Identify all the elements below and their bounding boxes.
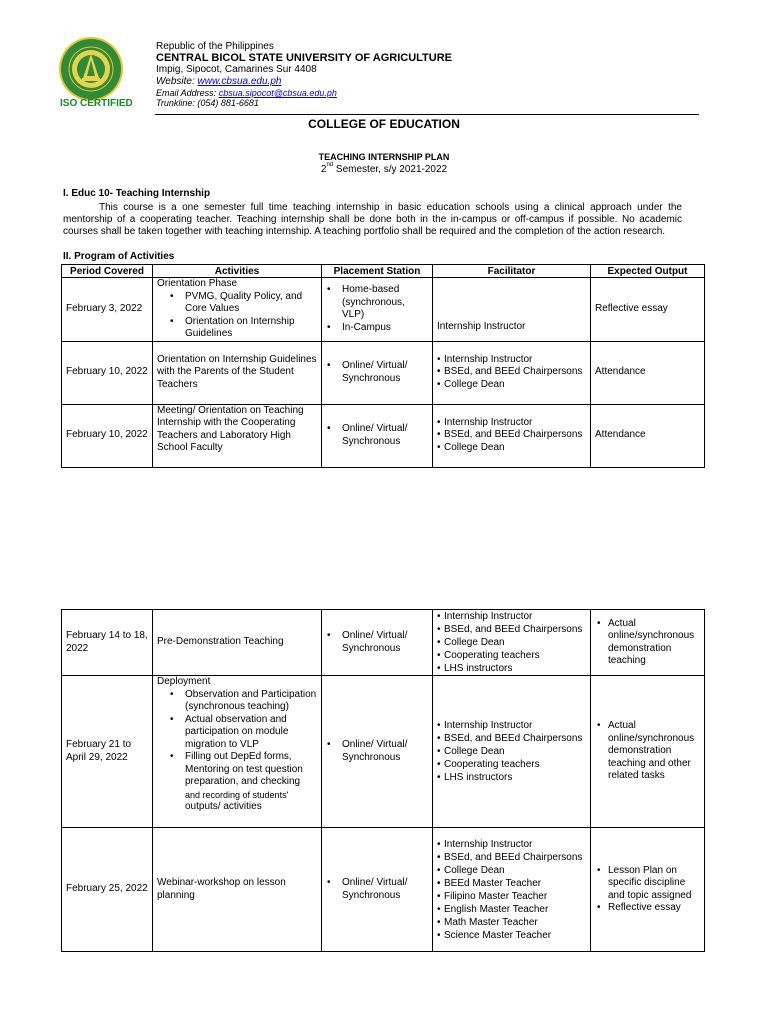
output-cell: Attendance bbox=[591, 341, 705, 404]
list-item: • Reflective essay bbox=[595, 902, 700, 915]
website-label: Website: bbox=[156, 76, 195, 87]
table-row bbox=[62, 404, 705, 467]
list-item: • Internship Instructor bbox=[437, 610, 586, 623]
semester-suffix: nd bbox=[326, 162, 334, 168]
facilitator-cell bbox=[433, 676, 591, 828]
semester-number: 2 bbox=[320, 164, 327, 175]
placement-cell bbox=[322, 404, 433, 467]
section-1-heading: I. Educ 10- Teaching Internship bbox=[63, 188, 211, 199]
list-item: • Lesson Plan on specific discipline and topic assigned bbox=[595, 865, 700, 903]
list-item: • Internship Instructor bbox=[437, 838, 586, 851]
period-cell: February 10, 2022 bbox=[62, 341, 153, 404]
table-row bbox=[62, 676, 705, 828]
table-row bbox=[62, 278, 705, 342]
republic-line: Republic of the Philippines bbox=[156, 41, 274, 52]
list-item: • College Dean bbox=[437, 379, 586, 392]
list-item: • Actual online/synchronous demonstration teaching and other related tasks bbox=[595, 720, 700, 783]
column-header: Period Covered bbox=[62, 265, 153, 278]
list-item: • BSEd, and BEEd Chairpersons bbox=[437, 623, 586, 636]
placement-cell bbox=[322, 676, 433, 828]
period-cell: February 14 to 18, 2022 bbox=[62, 610, 153, 676]
activity-cell: Pre-Demonstration Teaching bbox=[153, 610, 322, 676]
activity-cell: Orientation on Internship Guidelines with the Parents of the Student Teachers bbox=[153, 341, 322, 404]
list-item: • Observation and Participation (synchronous teaching) bbox=[167, 689, 317, 714]
list-item: • PVMG, Quality Policy, and Core Values bbox=[167, 291, 317, 316]
output-cell: Attendance bbox=[591, 404, 705, 467]
activity-cell: Webinar-workshop on lesson planning bbox=[153, 828, 322, 952]
list-item: • College Dean bbox=[437, 636, 586, 649]
list-item: • BSEd, and BEEd Chairpersons bbox=[437, 366, 586, 379]
activity-continuation-small: and recording of students' bbox=[185, 789, 289, 800]
list-item: • College Dean bbox=[437, 745, 586, 758]
activity-continuation-text: outputs/ activities bbox=[185, 801, 262, 812]
activity-continuation bbox=[157, 789, 317, 814]
output-cell bbox=[591, 828, 705, 952]
list-item: • College Dean bbox=[437, 442, 586, 455]
list-item: • College Dean bbox=[437, 864, 586, 877]
list-item: • Actual online/synchronous demonstration teaching bbox=[595, 618, 700, 668]
column-header: Expected Output bbox=[591, 265, 705, 278]
email-link[interactable]: cbsua.sipocot@cbsua.edu.ph bbox=[218, 88, 337, 98]
header-divider bbox=[155, 114, 699, 115]
section-2-heading: II. Program of Activities bbox=[63, 251, 175, 262]
list-item: • English Master Teacher bbox=[437, 903, 586, 916]
facilitator-cell bbox=[433, 828, 591, 952]
list-item: • Math Master Teacher bbox=[437, 916, 586, 929]
list-item: • Filling out DepEd forms, Mentoring on test question preparation, and checking bbox=[167, 751, 317, 789]
list-item: • Internship Instructor bbox=[437, 719, 586, 732]
list-item: • Internship Instructor bbox=[437, 417, 586, 430]
activity-cell bbox=[153, 676, 322, 828]
output-cell: Reflective essay bbox=[591, 278, 705, 342]
list-item: • Filipino Master Teacher bbox=[437, 890, 586, 903]
university-name: CENTRAL BICOL STATE UNIVERSITY OF AGRICULTURE bbox=[156, 52, 452, 64]
column-header: Facilitator bbox=[433, 265, 591, 278]
activities-table-part-1 bbox=[61, 264, 705, 468]
list-item: • In-Campus bbox=[326, 322, 428, 335]
list-item: • Cooperating teachers bbox=[437, 758, 586, 771]
list-item: • BSEd, and BEEd Chairpersons bbox=[437, 851, 586, 864]
course-description-text: This course is a one semester full time teaching internship in basic education schools using a clinical approach under the mentorship of a cooperating teacher. Teaching internship shall be done both in the in-campus or off-campus if possible. No academic courses shall be taken together with teaching internship. A teaching portfolio shall be required and the completion of the action research. bbox=[63, 202, 682, 237]
table-row bbox=[62, 610, 705, 676]
table-row bbox=[62, 828, 705, 952]
period-cell: February 10, 2022 bbox=[62, 404, 153, 467]
placement-cell bbox=[322, 610, 433, 676]
list-item: • Online/ Virtual/ Synchronous bbox=[326, 360, 428, 385]
period-cell: February 3, 2022 bbox=[62, 278, 153, 342]
trunkline: Trunkline: (054) 881-6681 bbox=[156, 98, 259, 108]
list-item: • Online/ Virtual/ Synchronous bbox=[326, 630, 428, 655]
list-item: • Online/ Virtual/ Synchronous bbox=[326, 877, 428, 902]
list-item: • LHS instructors bbox=[437, 771, 586, 784]
list-item: • BSEd, and BEEd Chairpersons bbox=[437, 732, 586, 745]
activity-cell: Meeting/ Orientation on Teaching Internship with the Cooperating Teachers and Laboratory High School Faculty bbox=[153, 404, 322, 467]
university-seal-icon bbox=[58, 36, 124, 102]
college-title: COLLEGE OF EDUCATION bbox=[308, 117, 460, 131]
placement-cell bbox=[322, 278, 433, 342]
list-item: • Online/ Virtual/ Synchronous bbox=[326, 739, 428, 764]
facilitator-cell bbox=[433, 610, 591, 676]
period-cell: February 25, 2022 bbox=[62, 828, 153, 952]
placement-cell bbox=[322, 341, 433, 404]
email-label: Email Address: bbox=[156, 88, 217, 98]
semester-text: Semester, s/y 2021-2022 bbox=[333, 164, 448, 175]
period-cell: February 21 to April 29, 2022 bbox=[62, 676, 153, 828]
list-item: • Cooperating teachers bbox=[437, 649, 586, 662]
list-item: • BSEd, and BEEd Chairpersons bbox=[437, 429, 586, 442]
course-description bbox=[63, 202, 682, 238]
iso-certified-label: ISO CERTIFIED bbox=[60, 98, 133, 109]
list-item: • LHS instructors bbox=[437, 662, 586, 675]
list-item: • Science Master Teacher bbox=[437, 929, 586, 942]
activity-cell bbox=[153, 278, 322, 342]
university-address: Impig, Sipocot, Camarines Sur 4408 bbox=[156, 64, 317, 75]
column-header: Activities bbox=[153, 265, 322, 278]
output-cell bbox=[591, 676, 705, 828]
plan-title: TEACHING INTERNSHIP PLAN bbox=[318, 152, 450, 162]
activities-table-part-2 bbox=[61, 609, 705, 952]
column-header: Placement Station bbox=[322, 265, 433, 278]
website-link[interactable]: www.cbsua.edu.ph bbox=[197, 76, 282, 87]
output-cell bbox=[591, 610, 705, 676]
list-item: • Orientation on Internship Guidelines bbox=[167, 316, 317, 341]
list-item: • Internship Instructor bbox=[437, 354, 586, 367]
list-item: • Home-based (synchronous, VLP) bbox=[326, 284, 428, 322]
list-item: • Online/ Virtual/ Synchronous bbox=[326, 423, 428, 448]
table-header-row bbox=[62, 265, 705, 278]
facilitator-cell: Internship Instructor bbox=[433, 278, 591, 342]
table-row bbox=[62, 341, 705, 404]
placement-cell bbox=[322, 828, 433, 952]
facilitator-cell bbox=[433, 404, 591, 467]
list-item: • Actual observation and participation on module migration to VLP bbox=[167, 714, 317, 752]
list-item: • BEEd Master Teacher bbox=[437, 877, 586, 890]
activity-title: Orientation Phase bbox=[157, 278, 238, 289]
activity-title: Deployment bbox=[157, 676, 211, 687]
facilitator-cell bbox=[433, 341, 591, 404]
semester-line bbox=[0, 164, 768, 175]
